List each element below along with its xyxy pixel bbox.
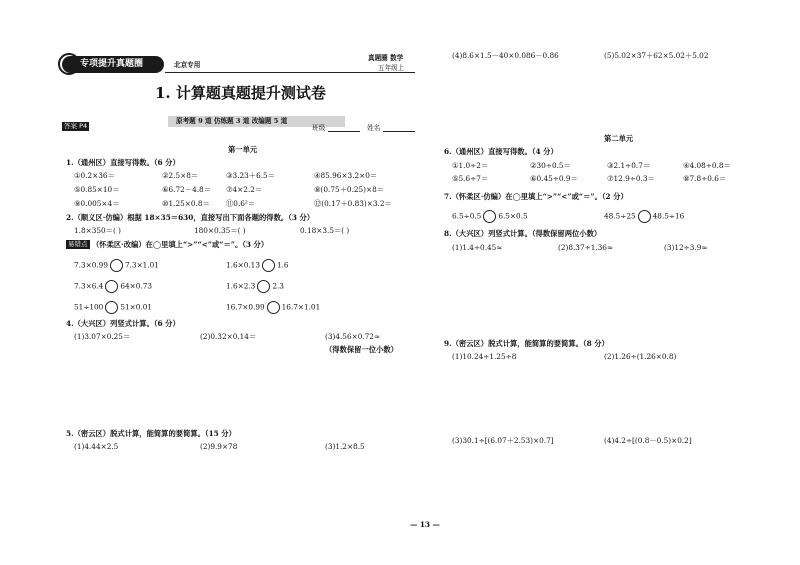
edition-label: 北京专用 xyxy=(174,61,201,69)
q1-item: ⑩1.25×0.8＝ xyxy=(162,199,210,208)
q1-item: ⑦4×2.2＝ xyxy=(226,185,263,194)
q5-item: (1)4.44×2.5 xyxy=(74,442,119,451)
q1-item: ②2.5×8＝ xyxy=(162,171,199,180)
q7-pair: 48.5÷25 48.5÷16 xyxy=(604,210,684,223)
q9-item: (2)1.26÷(1.26×0.8) xyxy=(604,352,677,361)
series-name: 真题圈 数学 xyxy=(368,54,404,62)
top-item-5: (5)5.02×37＋62×5.02＋5.02 xyxy=(604,51,709,60)
q2-item: 180×0.35＝( ) xyxy=(194,226,246,235)
unit-1-heading: 第一单元 xyxy=(228,145,258,154)
q9-title: 9.（密云区）脱式计算，能简算的要简算。（8 分） xyxy=(444,339,609,348)
q6-item: ⑥0.45÷0.9＝ xyxy=(530,174,578,183)
q3-pair: 1.6×0.13 1.6 xyxy=(226,259,289,272)
header-rule xyxy=(165,72,415,73)
q1-item: ⑫(0.17＋0.83)×3.2＝ xyxy=(314,199,392,208)
error-prone-tag: 易错点 xyxy=(68,240,88,248)
name-blank xyxy=(383,131,415,132)
q1-item: ③3.23＋6.5＝ xyxy=(226,171,275,180)
q6-item: ⑤5.6÷7＝ xyxy=(452,174,489,183)
answer-circle[interactable] xyxy=(483,210,496,223)
answer-circle[interactable] xyxy=(105,280,118,293)
answer-circle[interactable] xyxy=(105,301,118,314)
q6-item: ①1.0÷2＝ xyxy=(452,161,489,170)
q6-item: ⑦12.9÷0.3＝ xyxy=(607,174,655,183)
answer-circle[interactable] xyxy=(257,280,270,293)
class-label: 班级 xyxy=(312,124,326,132)
q9-item: (4)4.2÷[(0.8－0.5)×0.2] xyxy=(604,436,692,445)
q6-item: ④4.08÷0.8＝ xyxy=(683,161,731,170)
q2-item: 1.8×350＝( ) xyxy=(74,226,121,235)
page-title: 1. 计算题真题提升测试卷 xyxy=(155,84,326,102)
q6-item: ⑧7.8÷0.6＝ xyxy=(683,174,727,183)
q4-item: (2)0.32×0.14＝ xyxy=(200,332,257,341)
q1-item: ①0.2×36＝ xyxy=(74,171,115,180)
q1-item: ⑨0.005×4＝ xyxy=(74,199,120,208)
q4-item: (1)3.07×0.25＝ xyxy=(74,332,131,341)
grade-label: 五年级上 xyxy=(378,64,405,72)
q9-item: (1)10.24÷1.25÷8 xyxy=(452,352,517,361)
q8-item: (2)8.37÷1.36≈ xyxy=(558,243,614,252)
q3-pair: 7.3×6.4 64×0.73 xyxy=(74,280,152,293)
q1-title: 1.（通州区）直接写得数。（6 分） xyxy=(66,158,180,167)
q8-title: 8.（大兴区）列竖式计算。（得数保留两位小数） xyxy=(444,229,602,238)
q8-item: (3)12÷3.9≈ xyxy=(664,243,708,252)
answer-circle[interactable] xyxy=(267,301,280,314)
q5-item: (2)9.9×78 xyxy=(200,442,238,451)
q2-title: 2.（顺义区·仿编）根据 18×35＝630，直接写出下面各题的得数。（3 分） xyxy=(66,213,315,222)
q2-item: 0.18×3.5＝( ) xyxy=(300,226,350,235)
unit-2-heading: 第二单元 xyxy=(604,134,634,143)
q5-item: (3)1.2×8.5 xyxy=(325,442,365,451)
answer-circle[interactable] xyxy=(110,259,123,272)
q1-item: ⑤0.85×10＝ xyxy=(74,185,120,194)
q1-item: ⑥6.72－4.8＝ xyxy=(162,185,211,194)
question-counts: 原考题 9 道 仿练题 3 道 改编题 5 道 xyxy=(176,117,288,125)
name-label: 姓名 xyxy=(367,124,381,132)
answer-circle[interactable] xyxy=(262,259,275,272)
q3-pair: 7.3×0.99 7.3×1.01 xyxy=(74,259,159,272)
top-item-4: (4)8.6×1.5－40×0.086－0.86 xyxy=(452,51,559,60)
page-number: — 13 — xyxy=(410,520,440,529)
q7-pair: 6.5÷0.5 6.5×0.5 xyxy=(452,210,528,223)
q6-item: ③2.1÷0.7＝ xyxy=(607,161,651,170)
q3-pair: 1.6×2.3 2.3 xyxy=(226,280,284,293)
answer-circle[interactable] xyxy=(638,210,651,223)
q1-item: ④85.96×3.2×0＝ xyxy=(314,171,378,180)
series-logo: 专项提升真题圈 xyxy=(62,56,164,73)
q1-item: ⑪0.6²＝ xyxy=(226,199,256,208)
q4-title: 4.（大兴区）列竖式计算。（6 分） xyxy=(66,319,180,328)
class-blank xyxy=(328,131,360,132)
q8-item: (1)1.4÷0.45≈ xyxy=(452,243,503,252)
q4-item: (3)4.56×0.72≈ xyxy=(325,332,381,341)
q3-pair: 51÷100 51×0.01 xyxy=(74,301,152,314)
q5-title: 5.（密云区）脱式计算，能简算的要简算。（15 分） xyxy=(66,429,236,438)
answer-page-tag: 答案 P4 xyxy=(64,122,88,130)
q7-title: 7.（怀柔区·仿编）在◯里填上“>”“<”或“＝”。（2 分） xyxy=(444,192,628,201)
q6-item: ②30÷0.5＝ xyxy=(530,161,571,170)
q9-item: (3)30.1÷[(6.07＋2.53)×0.7] xyxy=(452,436,554,445)
q3-pair: 16.7×0.99 16.7×1.01 xyxy=(226,301,320,314)
q4-rounding-note: （得数保留一位小数） xyxy=(325,345,398,354)
q6-title: 6.（通州区）直接写得数。（4 分） xyxy=(444,147,558,156)
q1-item: ⑧(0.75＋0.25)×8＝ xyxy=(314,185,385,194)
q3-title: （怀柔区·改编）在◯里填上“>”“<”或“＝”。（3 分） xyxy=(92,240,269,249)
